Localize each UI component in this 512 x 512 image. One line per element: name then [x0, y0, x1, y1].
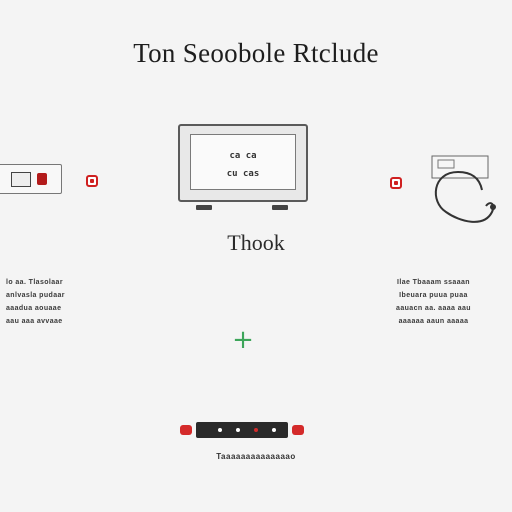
cable-icon	[424, 150, 504, 240]
strip-pin	[272, 428, 276, 432]
left-connector-node	[86, 175, 98, 187]
left-description	[6, 276, 131, 328]
left-text-line: anlvasla pudaar	[6, 292, 65, 299]
page-title: Ton Seoobole Rtclude	[133, 38, 379, 68]
strip-pin	[254, 428, 258, 432]
strip-body	[196, 422, 288, 438]
left-text-line: lo aa. Tlasolaar	[6, 279, 63, 286]
monitor-foot-right	[272, 205, 288, 210]
right-text-line: aauacn aa. aaaa aau	[396, 305, 471, 312]
device-badge	[11, 172, 31, 187]
screen-line-2: cu cas	[226, 169, 260, 179]
monitor-foot-left	[196, 205, 212, 210]
strip-caption: Taaaaaaaaaaaaaao	[216, 452, 296, 461]
left-text-line: aaadua aouaae	[6, 305, 62, 312]
right-text-line: aaaaaa aaun aaaaa	[398, 318, 469, 325]
right-text-line: Ibeuara puua puaa	[399, 292, 468, 299]
cable-strip-icon	[180, 422, 304, 438]
strip-right-cap	[292, 425, 304, 435]
left-text-line: aau aaa avvaae	[6, 318, 63, 325]
right-connector-node	[390, 177, 402, 189]
monitor-screen	[190, 134, 296, 190]
monitor-icon	[178, 124, 308, 202]
strip-left-cap	[180, 425, 192, 435]
center-label: Thook	[227, 230, 285, 255]
right-description	[356, 276, 511, 328]
left-device-icon	[0, 164, 62, 194]
device-indicator	[37, 173, 47, 185]
strip-pin	[218, 428, 222, 432]
strip-pin	[236, 428, 240, 432]
right-text-line: Ilae Tbaaam ssaaan	[397, 279, 470, 286]
screen-line-1: ca ca	[229, 151, 257, 161]
plus-icon[interactable]: +	[232, 325, 254, 355]
